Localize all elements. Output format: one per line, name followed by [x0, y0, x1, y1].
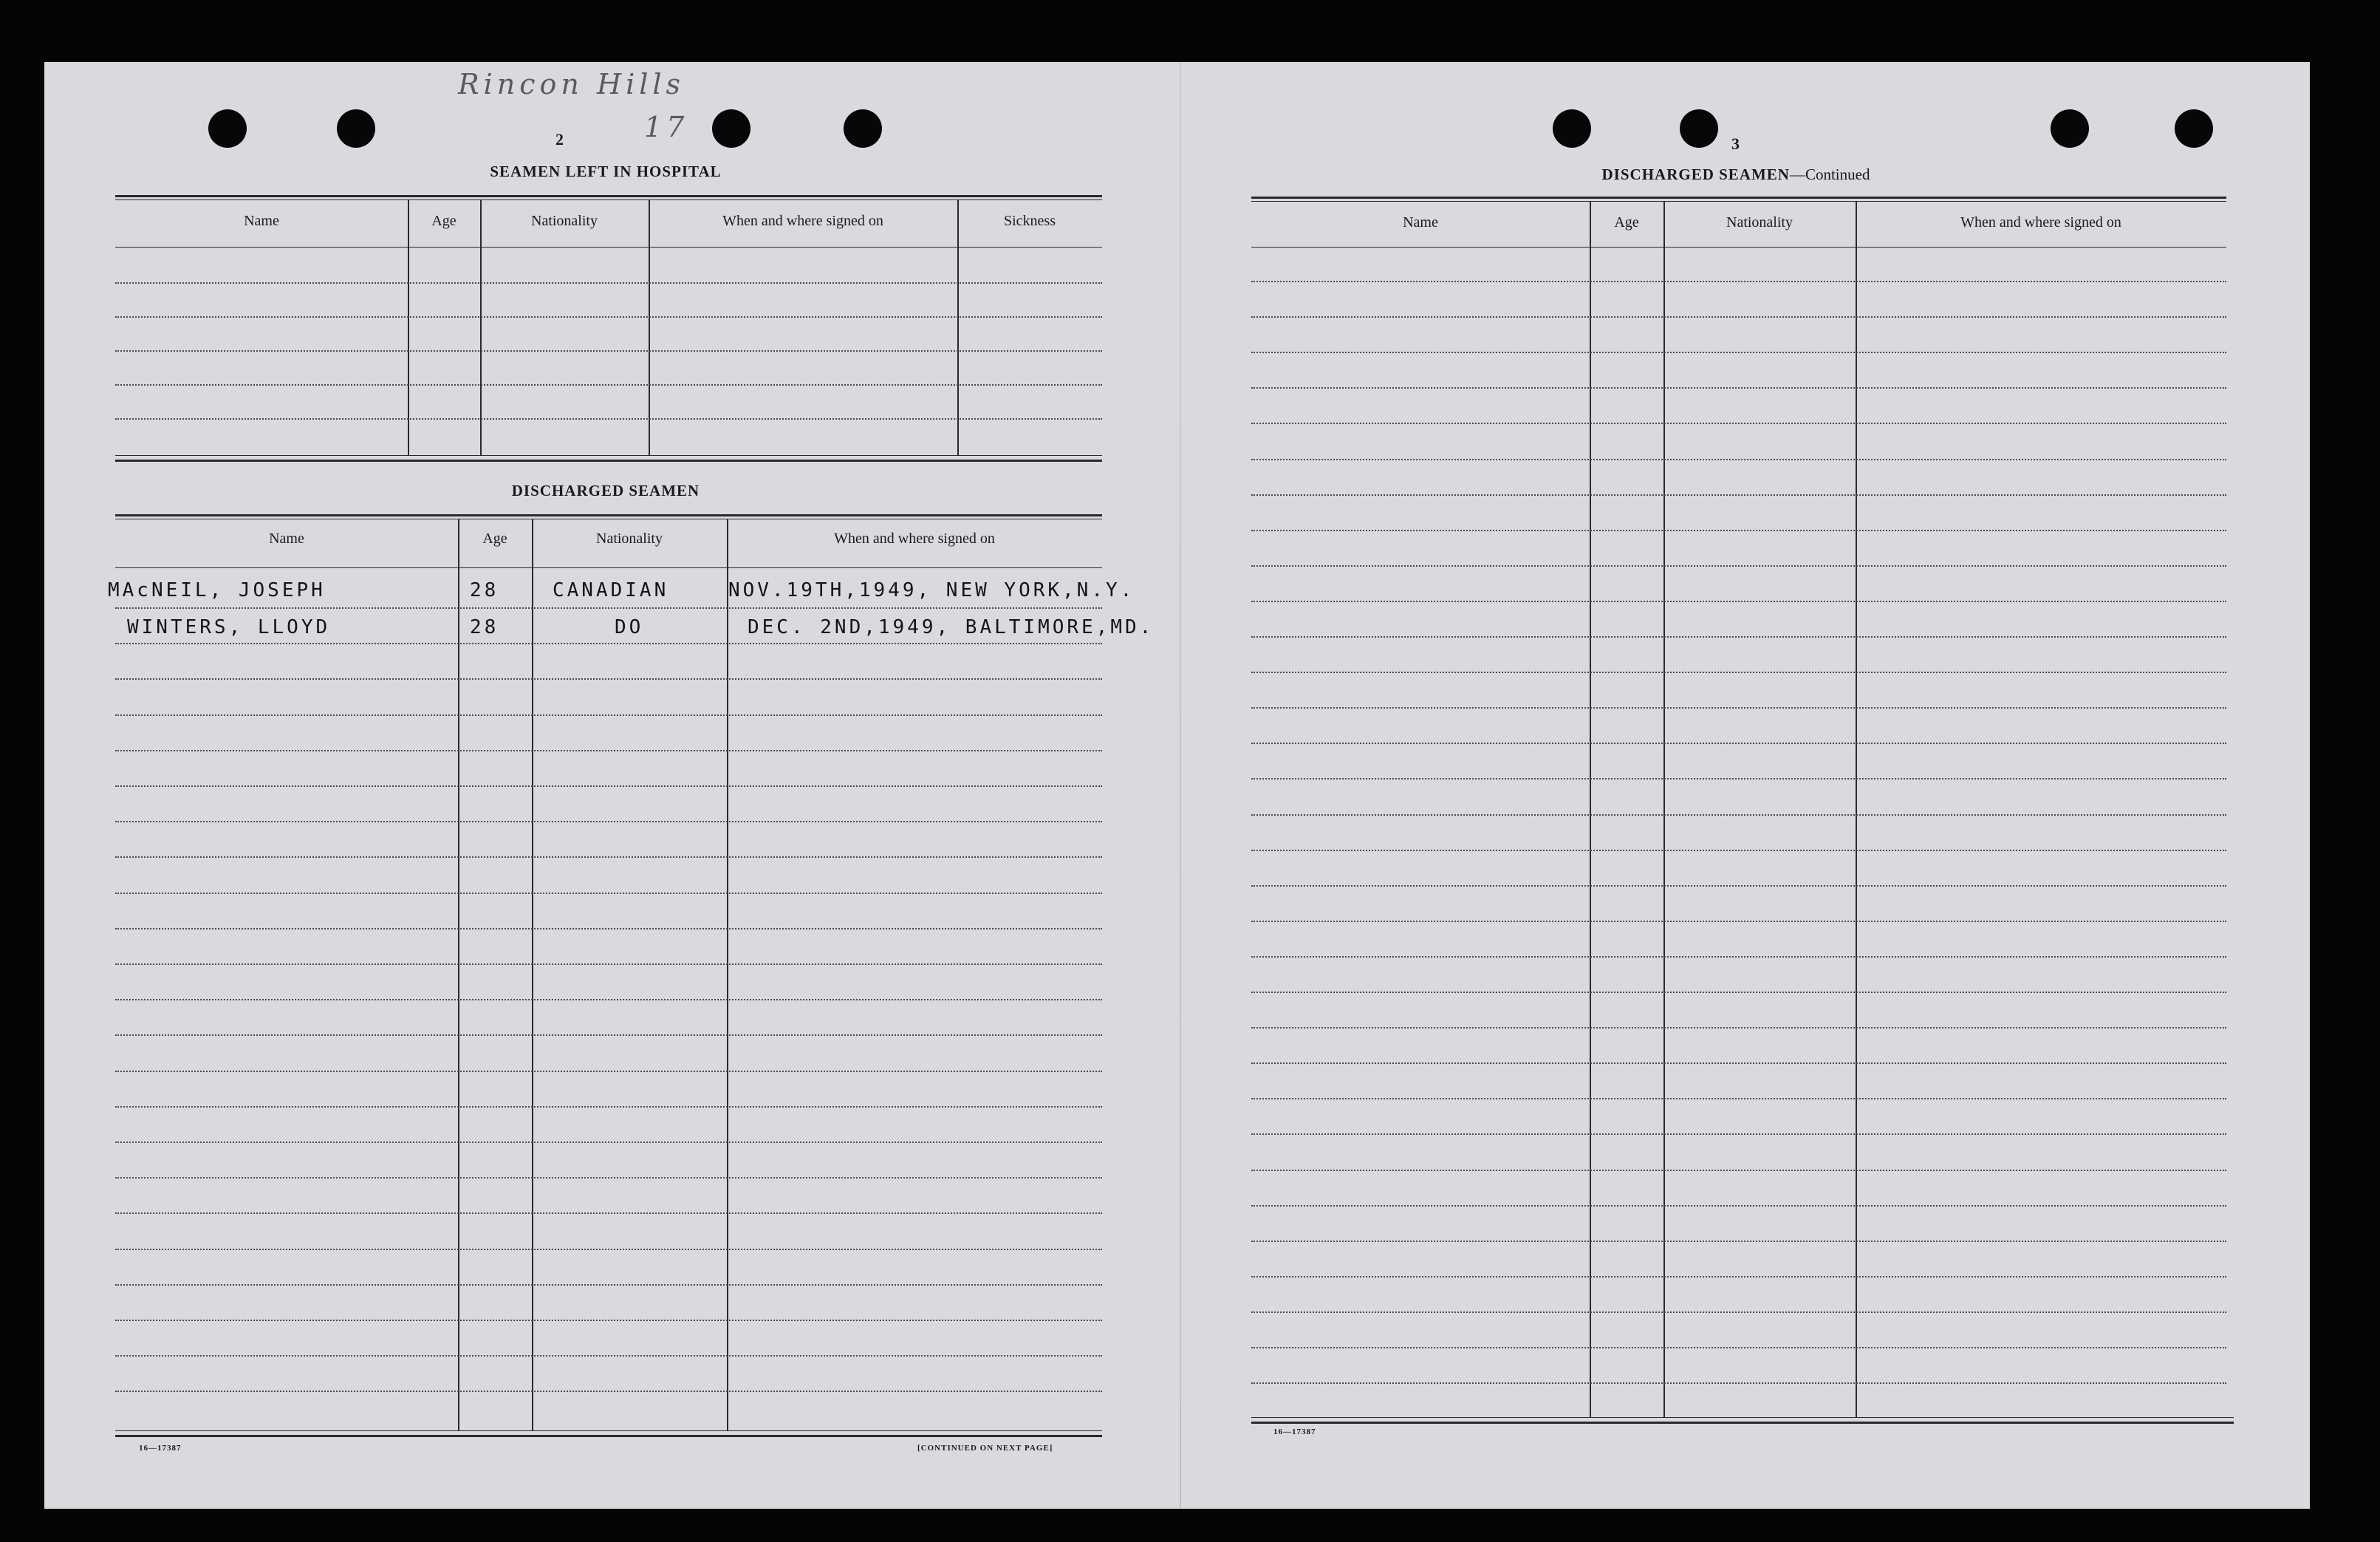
column-divider — [1590, 201, 1591, 1417]
table-rule — [1251, 247, 2226, 248]
table-rule — [115, 195, 1102, 197]
table-row-line — [115, 607, 1102, 609]
handwritten-number: 17 — [644, 111, 689, 143]
table-row-line — [1251, 316, 2226, 318]
page-number-left: 2 — [555, 130, 564, 149]
column-header-nationality: Nationality — [531, 213, 598, 229]
table-row-line — [115, 1034, 1102, 1036]
table-row-line — [115, 1177, 1102, 1178]
table-rule — [115, 199, 1102, 200]
table-row-line — [1251, 743, 2226, 744]
table-rule — [115, 1435, 1102, 1437]
column-header-nationality: Nationality — [596, 531, 663, 547]
table-row-line — [1251, 1205, 2226, 1207]
table-row-line — [1251, 672, 2226, 673]
table-row-line — [115, 963, 1102, 965]
table-row-line — [115, 856, 1102, 858]
column-header-name: Name — [244, 213, 279, 229]
title-suffix: —Continued — [1789, 166, 1870, 183]
table-row-line — [1251, 1027, 2226, 1028]
table-row-line — [1251, 850, 2226, 851]
column-header-name: Name — [269, 531, 304, 547]
column-divider — [727, 519, 728, 1430]
table-row-line — [1251, 1347, 2226, 1348]
column-divider — [408, 199, 409, 455]
table-rule — [1251, 1417, 2234, 1418]
table-row-line — [115, 1142, 1102, 1143]
table-row-line — [115, 316, 1102, 318]
table-rule — [1251, 201, 2226, 202]
seaman-nationality: CANADIAN — [553, 579, 669, 601]
table-rule — [115, 460, 1102, 462]
table-row-line — [1251, 778, 2226, 779]
table-row-line — [1251, 281, 2226, 282]
column-divider — [532, 519, 533, 1430]
table-row-line — [115, 1212, 1102, 1214]
seaman-nationality: DO — [615, 616, 644, 638]
table-row-line — [1251, 601, 2226, 602]
table-row-line — [1251, 565, 2226, 567]
table-row-line — [1251, 1098, 2226, 1099]
column-divider — [957, 199, 959, 455]
punch-hole — [2051, 109, 2089, 148]
table-row-line — [115, 384, 1102, 386]
table-row-line — [1251, 1276, 2226, 1277]
table-row-line — [115, 750, 1102, 751]
punch-hole — [337, 109, 375, 148]
table-rule — [115, 247, 1102, 248]
table-row-line — [1251, 1133, 2226, 1135]
table-row-line — [115, 1249, 1102, 1250]
table-row-line — [1251, 387, 2226, 389]
table-row-line — [1251, 956, 2226, 958]
table-rule — [115, 567, 1102, 568]
column-divider — [480, 199, 482, 455]
form-number: 16—17387 — [139, 1444, 182, 1453]
table-row-line — [1251, 707, 2226, 709]
column-header-nationality: Nationality — [1726, 214, 1793, 231]
table-row-line — [1251, 1062, 2226, 1064]
punch-hole — [208, 109, 247, 148]
form-number: 16—17387 — [1273, 1427, 1316, 1436]
table-row-line — [1251, 459, 2226, 460]
table-row-line — [1251, 530, 2226, 531]
seaman-age: 28 — [470, 579, 499, 601]
handwritten-note: Rincon Hills — [458, 68, 685, 100]
table-row-line — [1251, 1382, 2226, 1384]
column-header-signed-on: When and where signed on — [722, 213, 883, 229]
column-divider — [649, 199, 650, 455]
table-row-line — [1251, 636, 2226, 638]
column-header-age: Age — [431, 213, 456, 229]
page-number-right: 3 — [1731, 134, 1740, 153]
punch-hole — [1553, 109, 1591, 148]
seaman-name: WINTERS, LLOYD — [127, 616, 331, 638]
title-main: DISCHARGED SEAMEN — [1601, 166, 1790, 183]
table-row-line — [115, 350, 1102, 352]
table-row-line — [115, 785, 1102, 787]
punch-hole — [1680, 109, 1718, 148]
table-row-line — [1251, 921, 2226, 922]
seaman-name: MAcNEIL, JOSEPH — [108, 579, 326, 601]
table-row-line — [115, 418, 1102, 420]
table-rule — [115, 514, 1102, 516]
table-row-line — [115, 1284, 1102, 1286]
punch-hole — [844, 109, 882, 148]
table-row-line — [1251, 352, 2226, 353]
hospital-table-title: SEAMEN LEFT IN HOSPITAL — [490, 163, 722, 180]
discharged-continued-title — [1477, 166, 1994, 184]
table-row-line — [115, 678, 1102, 680]
table-row-line — [115, 1391, 1102, 1392]
table-row-line — [1251, 814, 2226, 816]
column-header-signed-on: When and where signed on — [1960, 214, 2121, 231]
column-divider — [1856, 201, 1857, 1417]
table-rule — [1251, 1422, 2234, 1424]
continued-note: [CONTINUED ON NEXT PAGE] — [917, 1444, 1053, 1453]
table-row-line — [115, 643, 1102, 644]
column-header-signed-on: When and where signed on — [834, 531, 995, 547]
table-rule — [115, 1430, 1102, 1431]
table-row-line — [1251, 992, 2226, 993]
table-row-line — [115, 1355, 1102, 1357]
table-rule — [1251, 197, 2226, 199]
table-rule — [115, 455, 1102, 456]
table-row-line — [115, 714, 1102, 716]
punch-hole — [712, 109, 750, 148]
table-row-line — [115, 893, 1102, 894]
table-row-line — [1251, 1311, 2226, 1313]
table-row-line — [1251, 494, 2226, 496]
table-row-line — [1251, 885, 2226, 887]
column-header-sickness: Sickness — [1004, 213, 1056, 229]
table-row-line — [115, 282, 1102, 284]
column-divider — [458, 519, 459, 1430]
page-fold — [1180, 62, 1181, 1509]
table-row-line — [1251, 1241, 2226, 1242]
table-row-line — [1251, 423, 2226, 424]
discharged-table-title: DISCHARGED SEAMEN — [511, 482, 700, 499]
table-row-line — [115, 928, 1102, 929]
column-header-age: Age — [1614, 214, 1639, 231]
table-row-line — [115, 1320, 1102, 1321]
seaman-signed-on: DEC. 2ND,1949, BALTIMORE,MD. — [748, 616, 1155, 638]
column-header-age: Age — [482, 531, 507, 547]
column-divider — [1663, 201, 1665, 1417]
seaman-age: 28 — [470, 616, 499, 638]
table-row-line — [1251, 1170, 2226, 1171]
table-row-line — [115, 821, 1102, 822]
column-header-name: Name — [1403, 214, 1438, 231]
seaman-signed-on: NOV.19TH,1949, NEW YORK,N.Y. — [728, 579, 1135, 601]
table-row-line — [115, 1071, 1102, 1072]
table-row-line — [115, 999, 1102, 1000]
punch-hole — [2175, 109, 2213, 148]
table-row-line — [115, 1106, 1102, 1108]
